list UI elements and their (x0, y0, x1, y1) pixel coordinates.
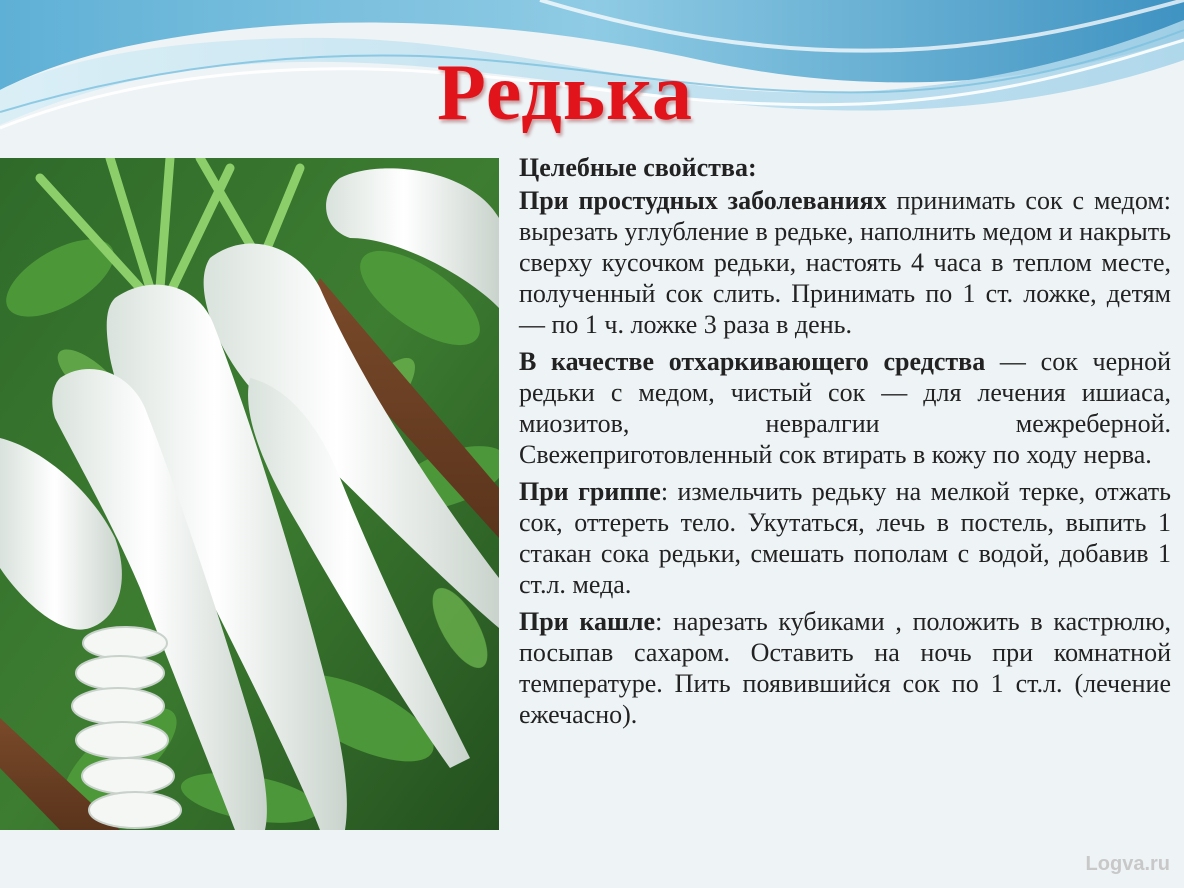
paragraph-cold-lead: При простудных заболеваниях (519, 186, 887, 215)
paragraph-flu-lead: При гриппе (519, 477, 661, 506)
radish-illustration (0, 158, 499, 830)
paragraph-cough-lead: При кашле (519, 607, 656, 636)
paragraph-cold-body: принимать сок с медом: вырезать углубление в редьке, наполнить медом и накрыть сверху кусочком редьки, настоять 4 часа в теплом месте, полученный сок слить. Принимать по 1 ст. ложке, детям — по 1 ч. ложке 3 раза в день. (519, 186, 1171, 339)
radish-photo (0, 158, 499, 830)
paragraph-cough (519, 606, 1171, 730)
paragraph-expectorant-body: — сок черной редьки с медом, чистый сок — для лечения ишиаса, миозитов, невралгии межреберной. Свежеприготовленный сок втирать в кожу по ходу нерва. (519, 347, 1171, 469)
paragraph-expectorant-lead: В качестве отхаркивающего средства (519, 347, 986, 376)
text-content (519, 152, 1171, 736)
watermark: Logva.ru (1085, 853, 1170, 875)
page-title: Редька (437, 49, 693, 137)
paragraph-flu (519, 476, 1171, 600)
paragraph-expectorant (519, 346, 1171, 470)
section-heading: Целебные свойства: (519, 153, 757, 182)
paragraph-flu-body: : измельчить редьку на мелкой терке, отжать сок, оттереть тело. Укутаться, лечь в постель, выпить 1 стакан сока редьки, смешать пополам с водой, добавив 1 ст.л. меда. (519, 477, 1171, 599)
paragraph-cough-body: : нарезать кубиками , положить в кастрюлю, посыпав сахаром. Оставить на ночь при комнатной температуре. Пить появившийся сок по 1 ст.л. (лечение ежечасно). (519, 607, 1172, 729)
paragraph-cold (519, 185, 1171, 340)
